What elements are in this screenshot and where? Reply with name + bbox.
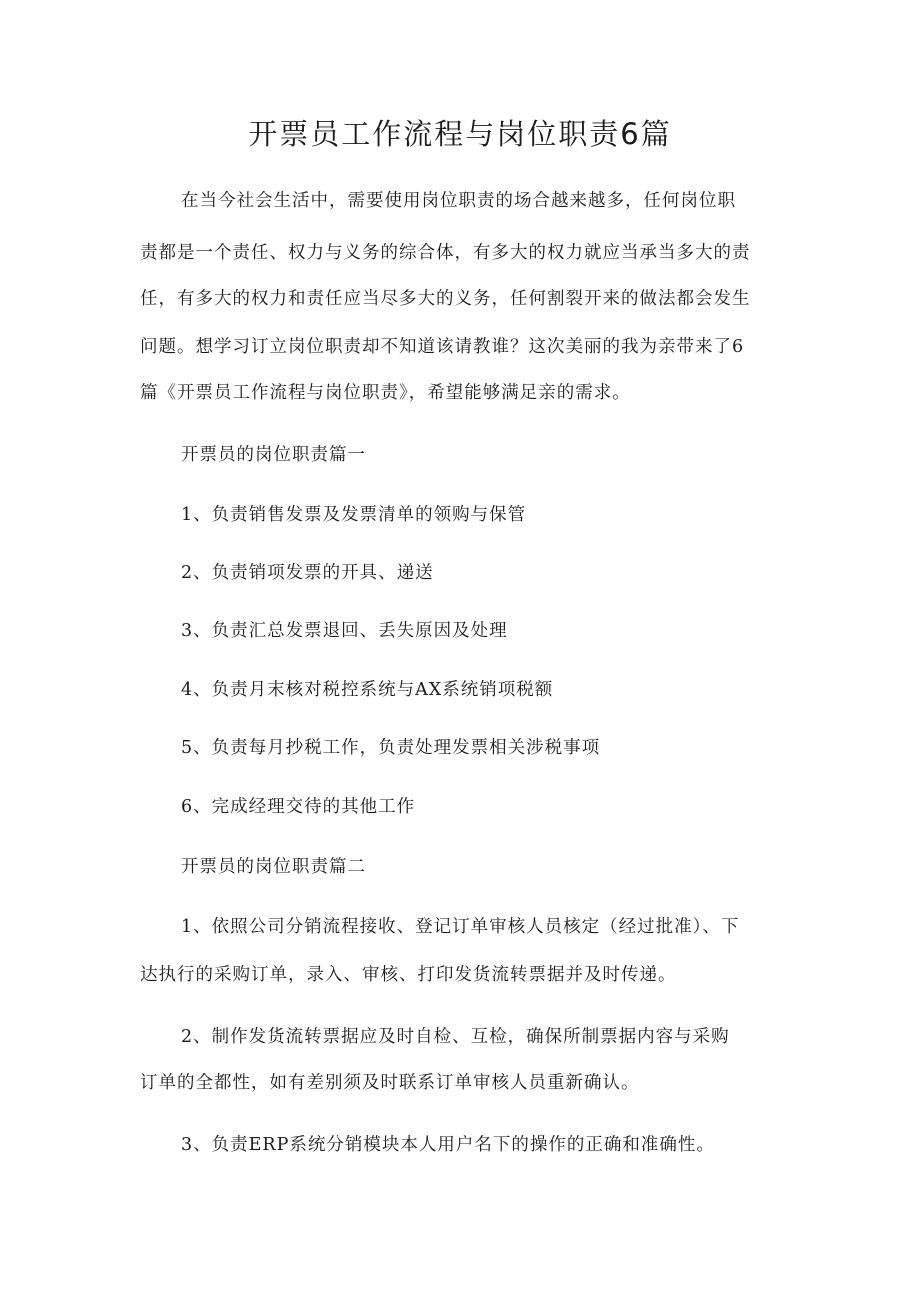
list-item: 4、负责月末核对税控系统与AX系统销项税额	[181, 680, 554, 700]
list-item-line: 达执行的采购订单，录入、审核、打印发货流转票据并及时传递。	[140, 965, 677, 985]
document-title: 开票员工作流程与岗位职责6篇	[248, 117, 672, 151]
intro-line: 任，有多大的权力和责任应当尽多大的义务，任何割裂开来的做法都会发生	[140, 289, 751, 309]
list-item: 2、负责销项发票的开具、递送	[181, 563, 434, 583]
list-item: 5、负责每月抄税工作，负责处理发票相关涉税事项	[181, 738, 601, 758]
list-item-line: 2、制作发货流转票据应及时自检、互检，确保所制票据内容与采购	[181, 1027, 730, 1047]
intro-line: 在当今社会生活中，需要使用岗位职责的场合越来越多，任何岗位职	[181, 191, 736, 211]
list-item-line: 订单的全都性，如有差别须及时联系订单审核人员重新确认。	[140, 1073, 640, 1093]
section1-heading: 开票员的岗位职责篇一	[181, 445, 366, 465]
intro-line: 责都是一个责任、权力与义务的综合体，有多大的权力就应当承当多大的责	[140, 243, 751, 263]
list-item: 6、完成经理交待的其他工作	[181, 797, 416, 817]
intro-line: 问题。想学习订立岗位职责却不知道该请教谁？这次美丽的我为亲带来了6	[140, 337, 745, 357]
list-item: 1、负责销售发票及发票清单的领购与保管	[181, 505, 527, 525]
intro-line: 篇《开票员工作流程与岗位职责》，希望能够满足亲的需求。	[140, 383, 631, 403]
list-item-line: 3、负责ERP系统分销模块本人用户名下的操作的正确和准确性。	[181, 1135, 715, 1155]
section2-heading: 开票员的岗位职责篇二	[181, 857, 366, 877]
list-item-line: 1、依照公司分销流程接收、登记订单审核人员核定（经过批准）、下	[181, 917, 740, 937]
list-item: 3、负责汇总发票退回、丢失原因及处理	[181, 621, 508, 641]
